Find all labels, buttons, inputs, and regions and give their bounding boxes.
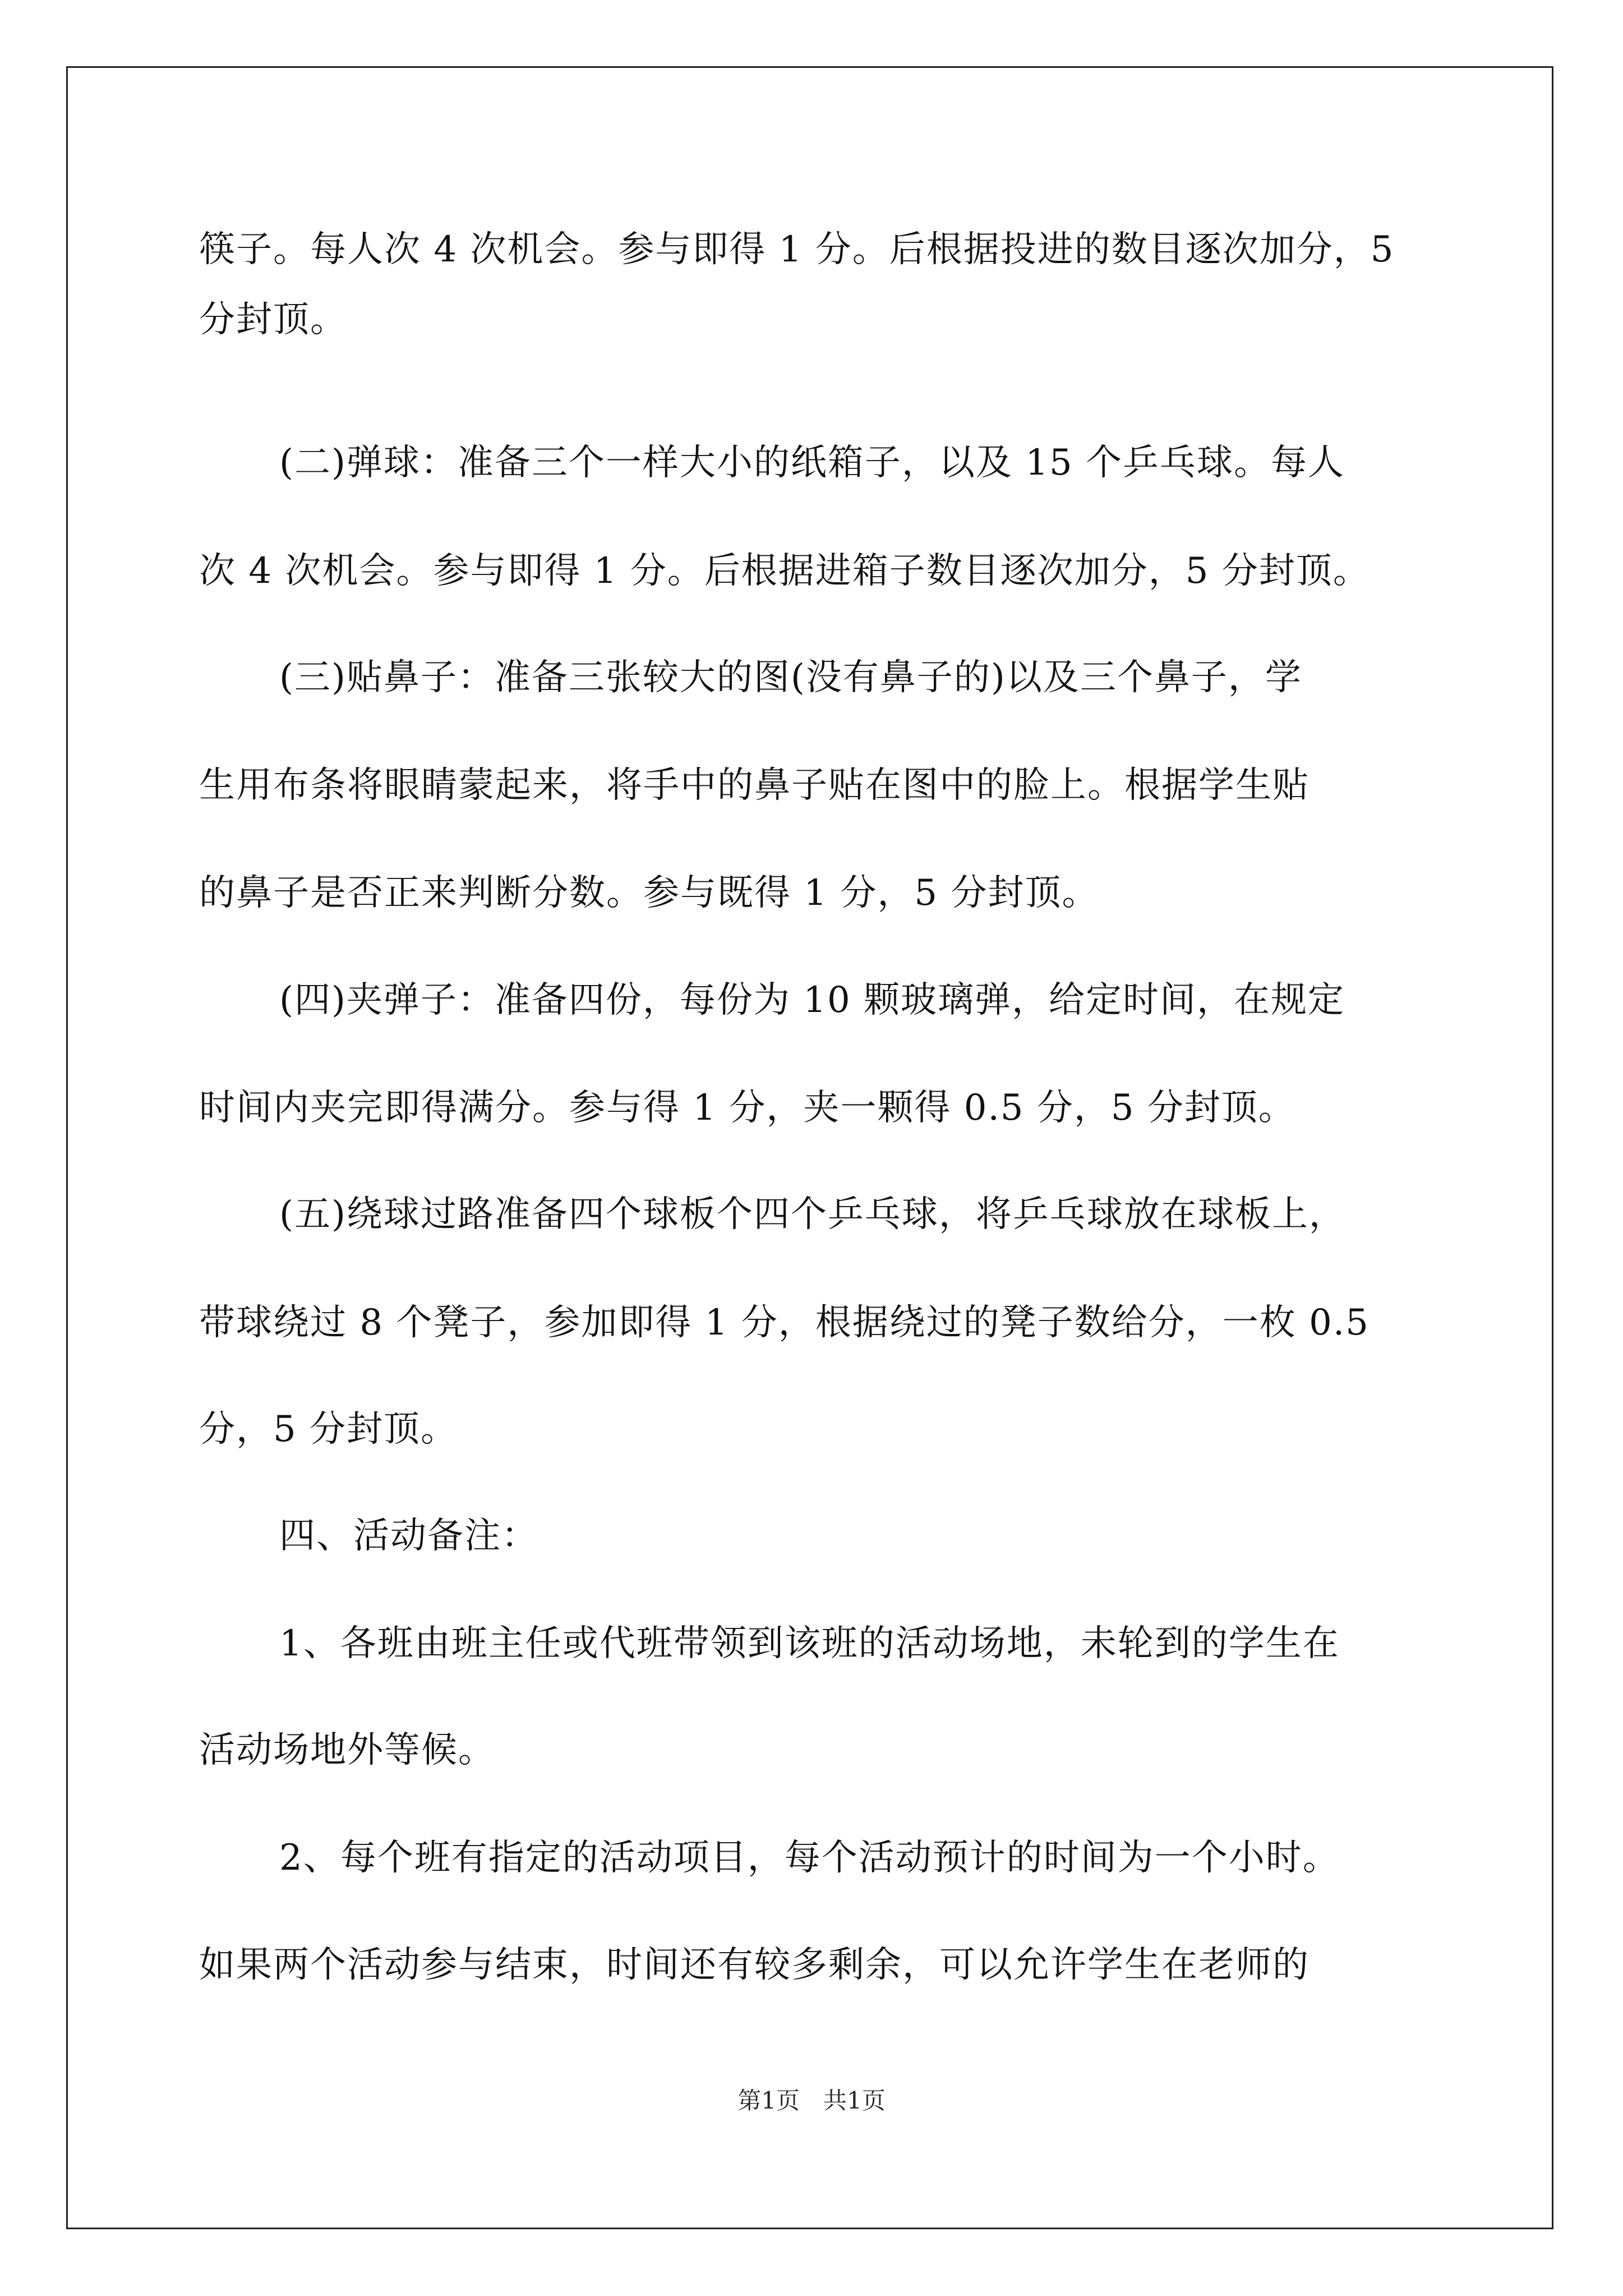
text-line: 时间内夹完即得满分。参与得 1 分，夹一颗得 0.5 分，5 分封顶。: [199, 1087, 1295, 1129]
text-line: 生用布条将眼睛蒙起来，将手中的鼻子贴在图中的脸上。根据学生贴: [199, 765, 1310, 806]
page-footer: 第1页 共1页: [737, 2087, 886, 2114]
text-line: (三)贴鼻子：准备三张较大的图(没有鼻子的)以及三个鼻子，学: [279, 657, 1302, 698]
text-line: (四)夹弹子：准备四份，每份为 10 颗玻璃弹，给定时间，在规定: [279, 979, 1345, 1021]
text-line: 的鼻子是否正来判断分数。参与既得 1 分，5 分封顶。: [199, 872, 1099, 914]
text-line: (五)绕球过路准备四个球板个四个乒乓球，将乒乓球放在球板上，: [279, 1194, 1346, 1235]
text-line: (二)弹球：准备三个一样大小的纸箱子，以及 15 个乒乓球。每人: [279, 442, 1345, 484]
text-line: 次 4 次机会。参与即得 1 分。后根据进箱子数目逐次加分，5 分封顶。: [199, 550, 1370, 592]
text-line: 分，5 分封顶。: [199, 1409, 458, 1450]
text-line: 分封顶。: [199, 299, 347, 341]
text-line: 1、各班由班主任或代班带领到该班的活动场地，未轮到的学生在: [279, 1623, 1340, 1664]
section-heading: 四、活动备注：: [279, 1515, 538, 1557]
text-line: 活动场地外等候。: [199, 1729, 495, 1771]
text-line: 带球绕过 8 个凳子，参加即得 1 分，根据绕过的凳子数给分，一枚 0.5: [199, 1302, 1370, 1343]
text-line: 筷子。每人次 4 次机会。参与即得 1 分。后根据投进的数目逐次加分，5: [199, 229, 1395, 270]
text-line: 如果两个活动参与结束，时间还有较多剩余，可以允许学生在老师的: [199, 1944, 1310, 1986]
text-line: 2、每个班有指定的活动项目，每个活动预计的时间为一个小时。: [279, 1837, 1340, 1879]
page-border: [66, 66, 1553, 2229]
